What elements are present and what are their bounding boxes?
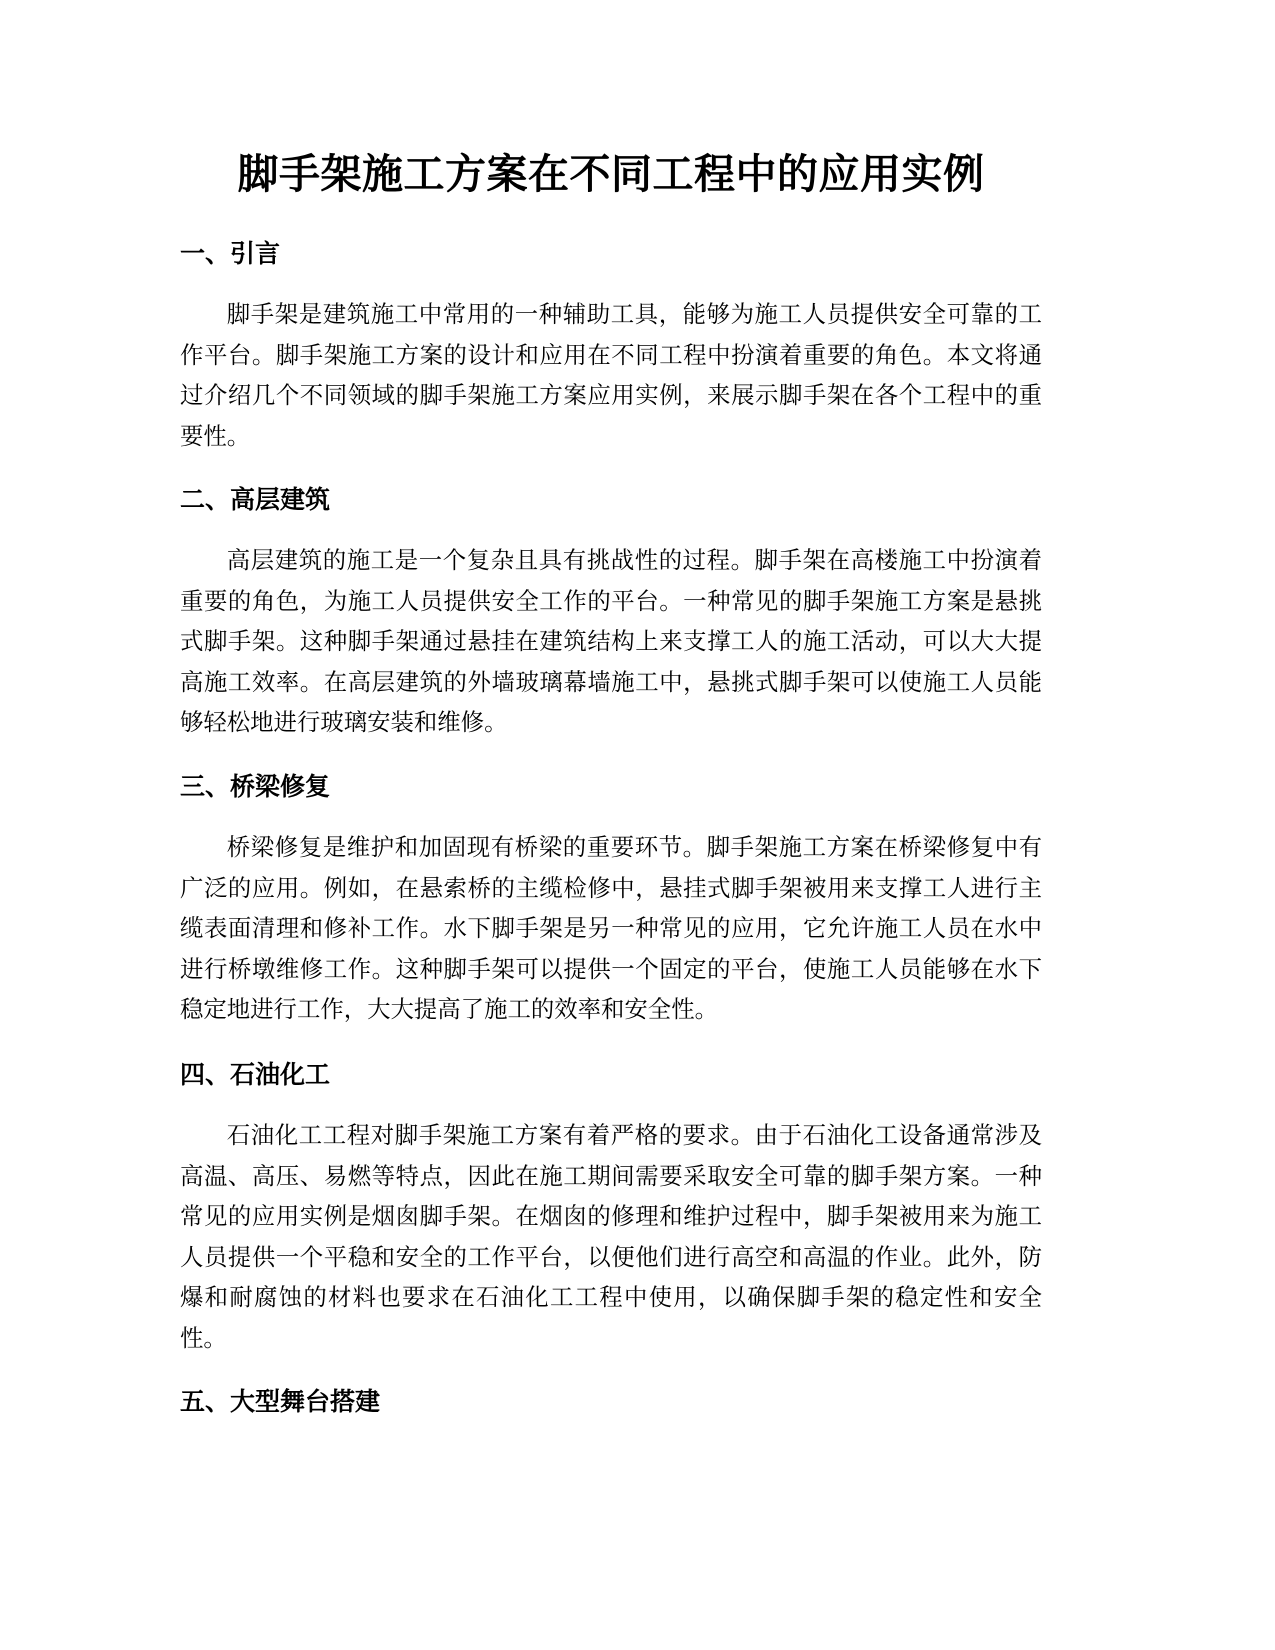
section-paragraph: 高层建筑的施工是一个复杂且具有挑战性的过程。脚手架在高楼施工中扮演着重要的角色，为施工人员提供安全工作的平台。一种常见的脚手架施工方案是悬挑式脚手架。这种脚手架通过悬挂在建筑结构上来支撑工人的施工活动，可以大大提高施工效率。在高层建筑的外墙玻璃幕墙施工中，悬挑式脚手架可以使施工人员能够轻松地进行玻璃安装和维修。 [180,546,1042,736]
section-heading: 五、大型舞台搭建 [180,1387,381,1416]
section-stage-construction [180,1384,1042,1420]
section-high-rise [180,482,1042,743]
section-petrochemical [180,1057,1042,1358]
document-title: 脚手架施工方案在不同工程中的应用实例 [237,150,985,198]
section-heading: 一、引言 [180,239,281,268]
section-introduction [180,236,1042,456]
section-paragraph: 桥梁修复是维护和加固现有桥梁的重要环节。脚手架施工方案在桥梁修复中有广泛的应用。例如，在悬索桥的主缆检修中，悬挂式脚手架被用来支撑工人进行主缆表面清理和修补工作。水下脚手架是另一种常见的应用，它允许施工人员在水中进行桥墩维修工作。这种脚手架可以提供一个固定的平台，使施工人员能够在水下稳定地进行工作，大大提高了施工的效率和安全性。 [180,833,1042,1023]
section-bridge-repair [180,769,1042,1030]
section-paragraph: 脚手架是建筑施工中常用的一种辅助工具，能够为施工人员提供安全可靠的工作平台。脚手架施工方案的设计和应用在不同工程中扮演着重要的角色。本文将通过介绍几个不同领域的脚手架施工方案应用实例，来展示脚手架在各个工程中的重要性。 [180,300,1042,450]
section-heading: 三、桥梁修复 [180,772,331,801]
section-heading: 四、石油化工 [180,1060,331,1089]
section-heading: 二、高层建筑 [180,485,331,514]
section-paragraph: 石油化工工程对脚手架施工方案有着严格的要求。由于石油化工设备通常涉及高温、高压、易燃等特点，因此在施工期间需要采取安全可靠的脚手架方案。一种常见的应用实例是烟囱脚手架。在烟囱的修理和维护过程中，脚手架被用来为施工人员提供一个平稳和安全的工作平台，以便他们进行高空和高温的作业。此外，防爆和耐腐蚀的材料也要求在石油化工工程中使用，以确保脚手架的稳定性和安全性。 [180,1121,1042,1352]
